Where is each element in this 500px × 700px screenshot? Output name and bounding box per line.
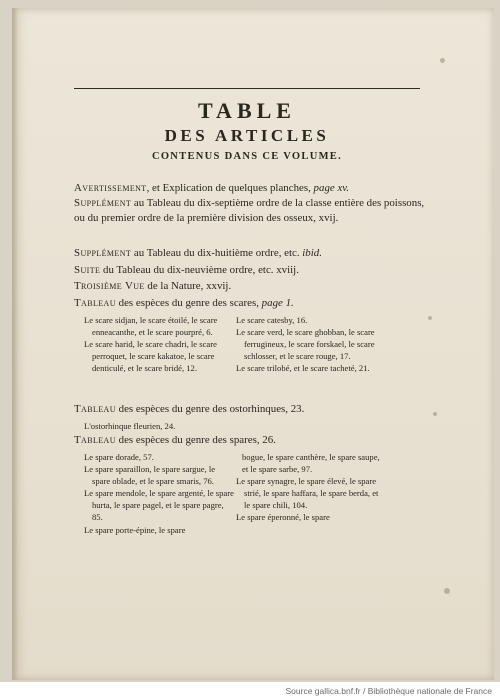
foxing-spot	[428, 316, 432, 320]
list-item: Le scare harid, le scare chadri, le scare perroquet, le scare kakatoe, le scare denticulé, et le scare bridé, 12.	[84, 339, 217, 374]
list-item: Le spare sparaillon, le spare sargue, le spare oblade, et le spare smaris, 76.	[84, 464, 216, 487]
source-footer	[0, 682, 500, 700]
list-item: Le spare éperonné, le spare	[236, 512, 330, 523]
toc-entry-supplement-18: Supplément au Tableau du dix-huitième ordre, etc. ibid.	[74, 247, 322, 259]
page-subtitle: DES ARTICLES	[164, 126, 330, 145]
foxing-spot	[444, 588, 450, 594]
list-item: bogue, le spare canthère, le spare saupe, et le spare sarbe, 97.	[242, 452, 380, 475]
spares-right-column	[236, 451, 384, 524]
spares-left-column	[84, 451, 234, 536]
page-subtitle-small: CONTENUS DANS CE VOLUME.	[151, 151, 343, 162]
list-item: Le scare sidjan, le scare étoilé, le scare enneacanthe, et le scare pourpré, 6.	[84, 315, 218, 338]
list-item: Le scare catesby, 16.	[236, 315, 308, 325]
list-item: Le spare synagre, le spare élevé, le spare strié, le spare haffara, le spare berda, et le spare chili, 104.	[236, 476, 379, 511]
toc-entry-tableau-scares: Tableau des espèces du genre des scares, page 1.	[74, 297, 294, 309]
list-item: Le spare porte-épine, le spare	[84, 524, 186, 535]
toc-entry-tableau-spares: Tableau des espèces du genre des spares, 26.	[74, 434, 276, 446]
toc-entry-tableau-ostorhinques: Tableau des espèces du genre des ostorhinques, 23.	[74, 403, 305, 415]
list-item: Le spare mendole, le spare argenté, le spare hurta, le spare pagel, et le spare pagre, 85.	[84, 488, 234, 523]
source-credit: Source gallica.bnf.fr / Bibliothèque nationale de France	[285, 686, 492, 696]
toc-entry-suite: Suite du Tableau du dix-neuvième ordre, etc. xviij.	[74, 264, 299, 276]
list-item: Le scare trilobé, et le scare tacheté, 21.	[236, 363, 370, 374]
list-item: Le spare dorade, 57.	[84, 452, 154, 462]
toc-entry-avertissement: Avertissement, et Explication de quelques planches, page xv.	[74, 182, 350, 194]
scares-left-column	[84, 314, 234, 374]
list-item: Le scare verd, le scare ghobban, le scare ferrugineux, le scare forskael, le scare schlosser, et le scare rouge, 17.	[236, 327, 375, 362]
toc-entry-supplement-17: Supplément au Tableau du dix-septième ordre de la classe entière des poissons, ou du premier ordre de la première division des osseux, xvij.	[74, 197, 425, 224]
page-title: TABLE	[198, 98, 296, 123]
page-binding-shadow	[12, 8, 18, 680]
foxing-spot	[433, 412, 437, 416]
scares-right-column	[236, 314, 384, 374]
list-item: L'ostorhinque fleurien, 24.	[84, 421, 176, 431]
toc-entry-troisieme-vue: Troisième Vue de la Nature, xxvij.	[74, 280, 232, 292]
header-rule	[74, 88, 420, 89]
foxing-spot	[440, 58, 445, 63]
